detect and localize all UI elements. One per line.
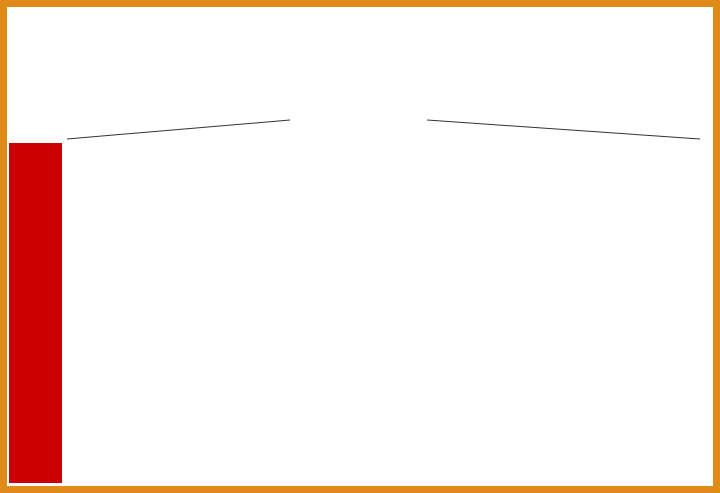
subprocess-side-label (9, 143, 62, 483)
diagram-frame (7, 7, 713, 486)
subprocess-description-table (64, 140, 700, 483)
process-chevron-bar (7, 7, 713, 127)
